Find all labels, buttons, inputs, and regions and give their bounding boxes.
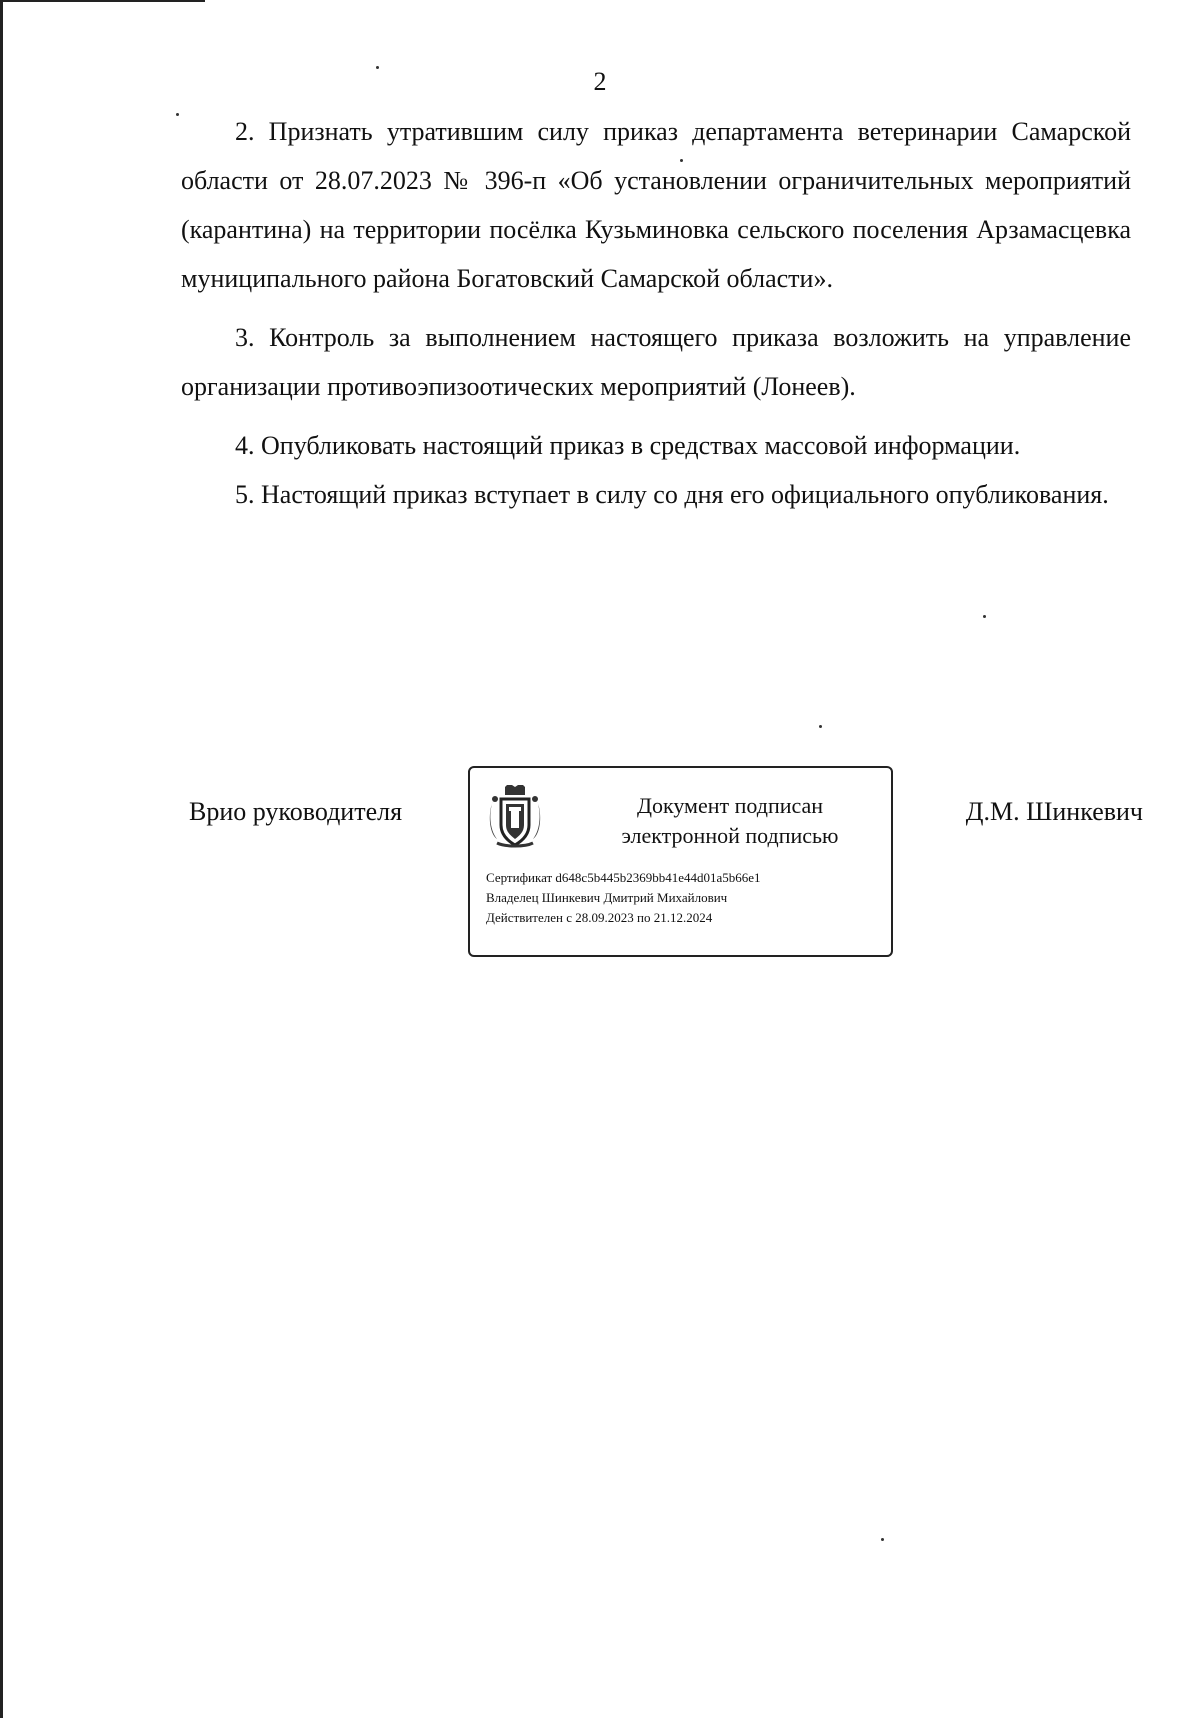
scan-speck: [680, 159, 683, 162]
electronic-signature-stamp: [468, 766, 893, 957]
certificate-number: Сертификат d648c5b445b2369bb41e44d01a5b66e1: [486, 870, 761, 885]
samara-coat-of-arms-icon: [487, 785, 543, 851]
scan-speck: [176, 113, 179, 116]
paragraph-3: 3. Контроль за выполнением настоящего приказа возложить на управление организации противоэпизоотических мероприятий (Лонеев).: [181, 323, 1131, 401]
scan-speck: [983, 615, 986, 618]
scan-edge-left: [0, 0, 3, 1718]
certificate-validity: Действителен с 28.09.2023 по 21.12.2024: [486, 910, 713, 925]
paragraph-4: 4. Опубликовать настоящий приказ в средствах массовой информации.: [235, 431, 1021, 460]
stamp-title-line-1: Документ подписан: [636, 793, 824, 818]
stamp-title-line-2: электронной подписью: [621, 823, 839, 848]
signatory-name: Д.М. Шинкевич: [965, 797, 1143, 826]
signatory-position: Врио руководителя: [189, 797, 403, 826]
scan-speck: [819, 725, 822, 728]
scan-speck: [881, 1538, 884, 1541]
certificate-owner: Владелец Шинкевич Дмитрий Михайлович: [486, 890, 728, 905]
paragraph-5: 5. Настоящий приказ вступает в силу со дня его официального опубликования.: [235, 480, 1109, 509]
paragraph-2: 2. Признать утратившим силу приказ департамента ветеринарии Самарской области от 28.07.2023 № 396-п «Об установлении ограничительных мероприятий (карантина) на территории посёлка Кузьминовка сельского поселения Арзамасцевка муниципального района Богатовский Самарской области».: [181, 117, 1131, 293]
stamp-details: [486, 868, 761, 928]
document-body: [181, 107, 1131, 529]
stamp-title: [600, 791, 860, 851]
page-number: 2: [593, 67, 607, 96]
scan-edge-top: [0, 0, 205, 2]
scan-speck: [376, 66, 379, 69]
